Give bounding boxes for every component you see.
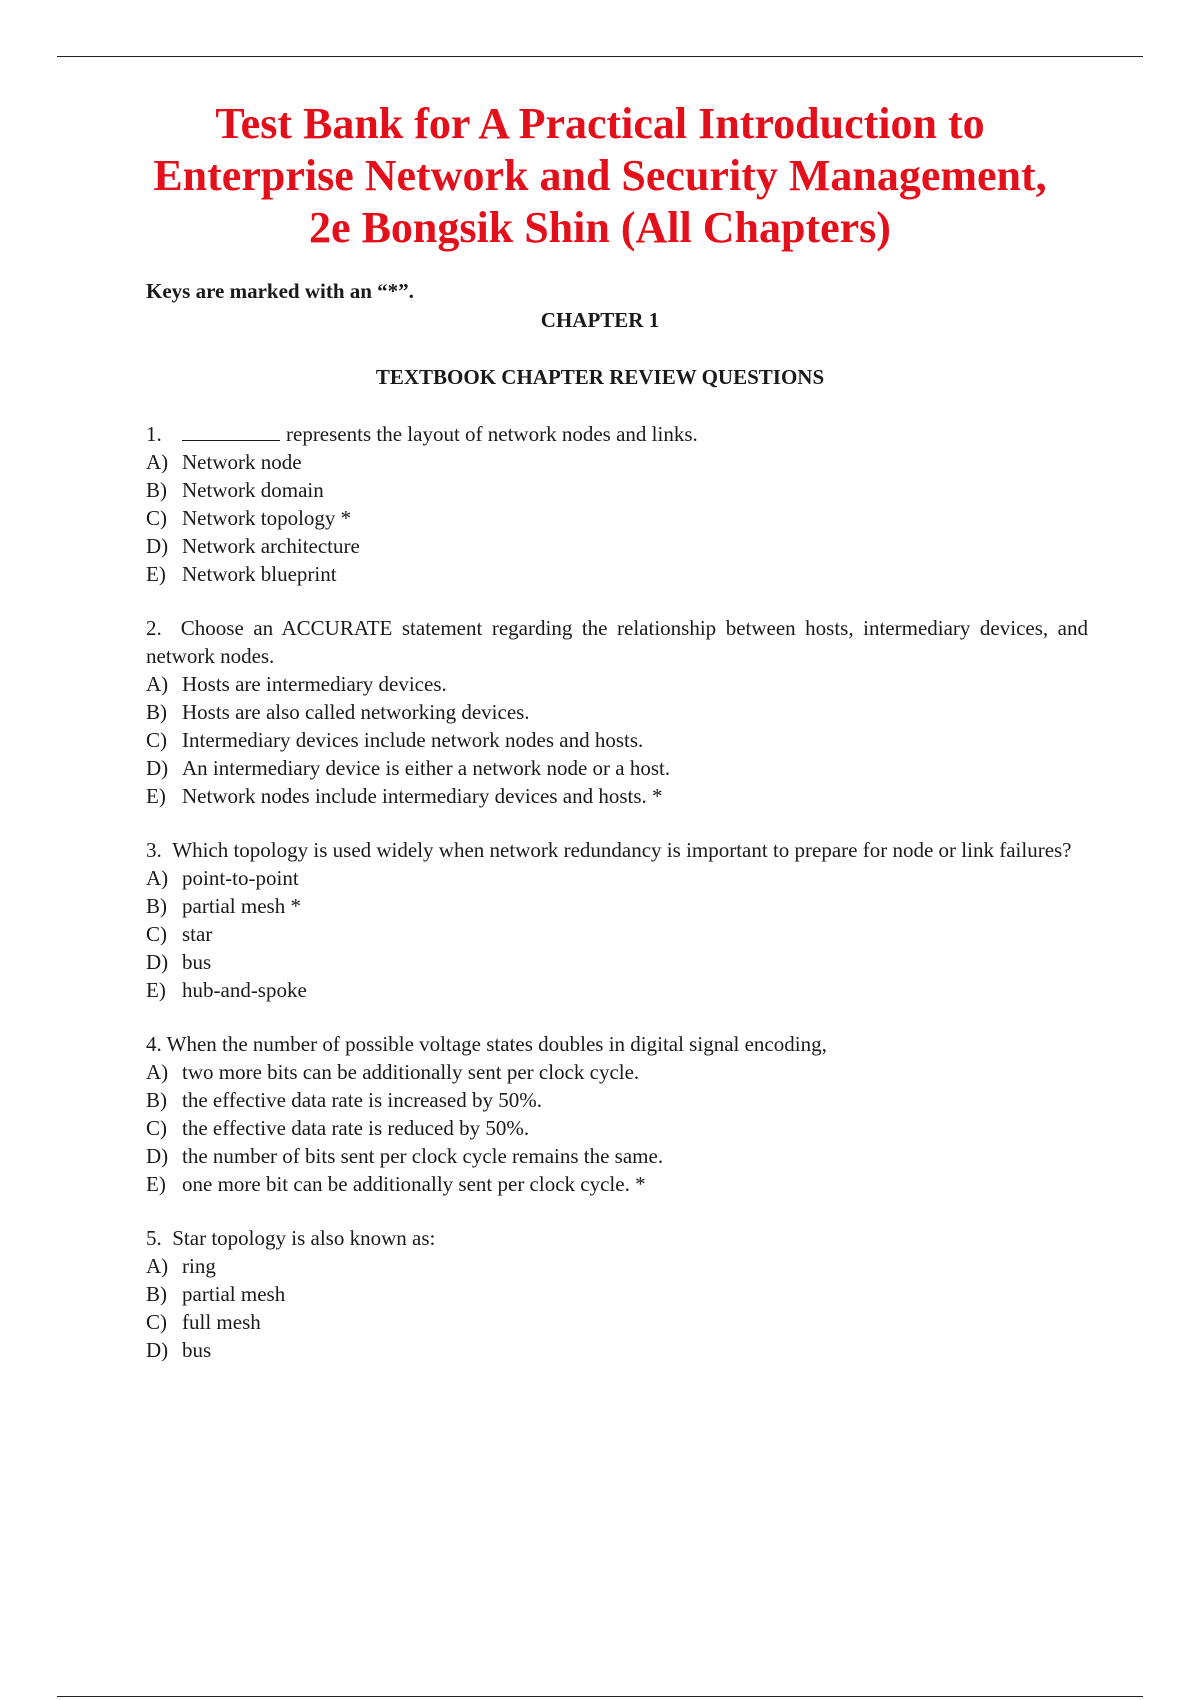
option xyxy=(146,1114,1088,1142)
option-text: the effective data rate is increased by 50%. xyxy=(182,1088,542,1112)
title-line: Enterprise Network and Security Management, xyxy=(153,151,1047,200)
chapter-heading: CHAPTER 1 xyxy=(540,308,660,332)
option xyxy=(146,670,1088,698)
option-text: Network domain xyxy=(182,478,324,502)
option-letter: A) xyxy=(146,672,169,696)
option-letter: A) xyxy=(146,450,169,474)
question-list xyxy=(146,420,1088,1390)
answer-blank xyxy=(182,422,280,441)
option xyxy=(146,1252,1088,1280)
option-letter: E) xyxy=(146,978,166,1002)
option xyxy=(146,1336,1088,1364)
option-letter: D) xyxy=(146,756,169,780)
option-letter: D) xyxy=(146,950,169,974)
question-stem xyxy=(146,420,1088,448)
option-letter: A) xyxy=(146,1060,169,1084)
option xyxy=(146,948,1088,976)
option xyxy=(146,532,1088,560)
option-letter: B) xyxy=(146,478,167,502)
option-letter: A) xyxy=(146,866,169,890)
question-stem xyxy=(146,614,1088,670)
option-text: Network topology * xyxy=(182,506,352,530)
option-letter: C) xyxy=(146,1116,167,1140)
option-letter: D) xyxy=(146,534,169,558)
option xyxy=(146,892,1088,920)
option-letter: B) xyxy=(146,700,167,724)
question-number: 5. xyxy=(146,1226,162,1250)
question-text: represents the layout of network nodes and links. xyxy=(286,422,698,446)
question-text: Star topology is also known as: xyxy=(172,1226,436,1250)
option xyxy=(146,782,1088,810)
question-stem xyxy=(146,836,1088,864)
question-text-wrapper xyxy=(182,420,1088,448)
option-letter: D) xyxy=(146,1144,169,1168)
option xyxy=(146,920,1088,948)
option-text: partial mesh xyxy=(182,1282,286,1306)
option xyxy=(146,1142,1088,1170)
question-5 xyxy=(146,1224,1088,1364)
option xyxy=(146,1058,1088,1086)
question-4 xyxy=(146,1030,1088,1198)
option-text: An intermediary device is either a network node or a host. xyxy=(182,756,671,780)
option-text: point-to-point xyxy=(182,866,299,890)
option xyxy=(146,1308,1088,1336)
option-text: one more bit can be additionally sent per clock cycle. * xyxy=(182,1172,646,1196)
option-letter: D) xyxy=(146,1338,169,1362)
question-number: 4. xyxy=(146,1032,162,1056)
option-text: star xyxy=(182,922,213,946)
option xyxy=(146,1086,1088,1114)
question-text: Choose an ACCURATE statement regarding the relationship between hosts, intermediary devices, and network nodes. xyxy=(146,616,1088,668)
option-text: Network nodes include intermediary devices and hosts. * xyxy=(182,784,663,808)
option xyxy=(146,754,1088,782)
title-line: 2e Bongsik Shin (All Chapters) xyxy=(309,203,891,252)
option-text: the effective data rate is reduced by 50%. xyxy=(182,1116,530,1140)
option-text: bus xyxy=(182,1338,212,1362)
option-text: ring xyxy=(182,1254,216,1278)
option-letter: B) xyxy=(146,1088,167,1112)
title-line: Test Bank for A Practical Introduction to xyxy=(215,99,985,148)
option-letter: C) xyxy=(146,1310,167,1334)
option-text: two more bits can be additionally sent per clock cycle. xyxy=(182,1060,640,1084)
option-text: full mesh xyxy=(182,1310,261,1334)
question-2 xyxy=(146,614,1088,810)
option-letter: B) xyxy=(146,894,167,918)
option-text: Network blueprint xyxy=(182,562,337,586)
option-letter: C) xyxy=(146,922,167,946)
option-text: Network node xyxy=(182,450,302,474)
question-number: 2. xyxy=(146,616,162,640)
keys-note: Keys are marked with an “*”. xyxy=(146,279,414,303)
option xyxy=(146,726,1088,754)
option xyxy=(146,1170,1088,1198)
option-text: Intermediary devices include network nodes and hosts. xyxy=(182,728,644,752)
document-title xyxy=(100,98,1100,254)
option-letter: B) xyxy=(146,1282,167,1306)
option-text: hub-and-spoke xyxy=(182,978,307,1002)
question-1 xyxy=(146,420,1088,588)
question-text: When the number of possible voltage states doubles in digital signal encoding, xyxy=(166,1032,827,1056)
option-letter: E) xyxy=(146,562,166,586)
option-text: the number of bits sent per clock cycle remains the same. xyxy=(182,1144,664,1168)
question-number: 1. xyxy=(146,422,162,446)
option xyxy=(146,1280,1088,1308)
bottom-rule xyxy=(57,1696,1143,1697)
question-stem xyxy=(146,1030,1088,1058)
option xyxy=(146,698,1088,726)
option xyxy=(146,476,1088,504)
option xyxy=(146,560,1088,588)
option-text: bus xyxy=(182,950,212,974)
option-letter: E) xyxy=(146,784,166,808)
option xyxy=(146,448,1088,476)
option xyxy=(146,504,1088,532)
question-stem xyxy=(146,1224,1088,1252)
question-number: 3. xyxy=(146,838,162,862)
option-letter: C) xyxy=(146,506,167,530)
option-letter: E) xyxy=(146,1172,166,1196)
section-heading: TEXTBOOK CHAPTER REVIEW QUESTIONS xyxy=(375,365,825,389)
option-text: Hosts are also called networking devices. xyxy=(182,700,530,724)
option xyxy=(146,976,1088,1004)
option-text: partial mesh * xyxy=(182,894,301,918)
option-letter: C) xyxy=(146,728,167,752)
question-3 xyxy=(146,836,1088,1004)
question-text: Which topology is used widely when network redundancy is important to prepare for node or link failures? xyxy=(172,838,1072,862)
option-text: Hosts are intermediary devices. xyxy=(182,672,447,696)
option-text: Network architecture xyxy=(182,534,360,558)
option-letter: A) xyxy=(146,1254,169,1278)
top-rule xyxy=(57,56,1143,57)
option xyxy=(146,864,1088,892)
